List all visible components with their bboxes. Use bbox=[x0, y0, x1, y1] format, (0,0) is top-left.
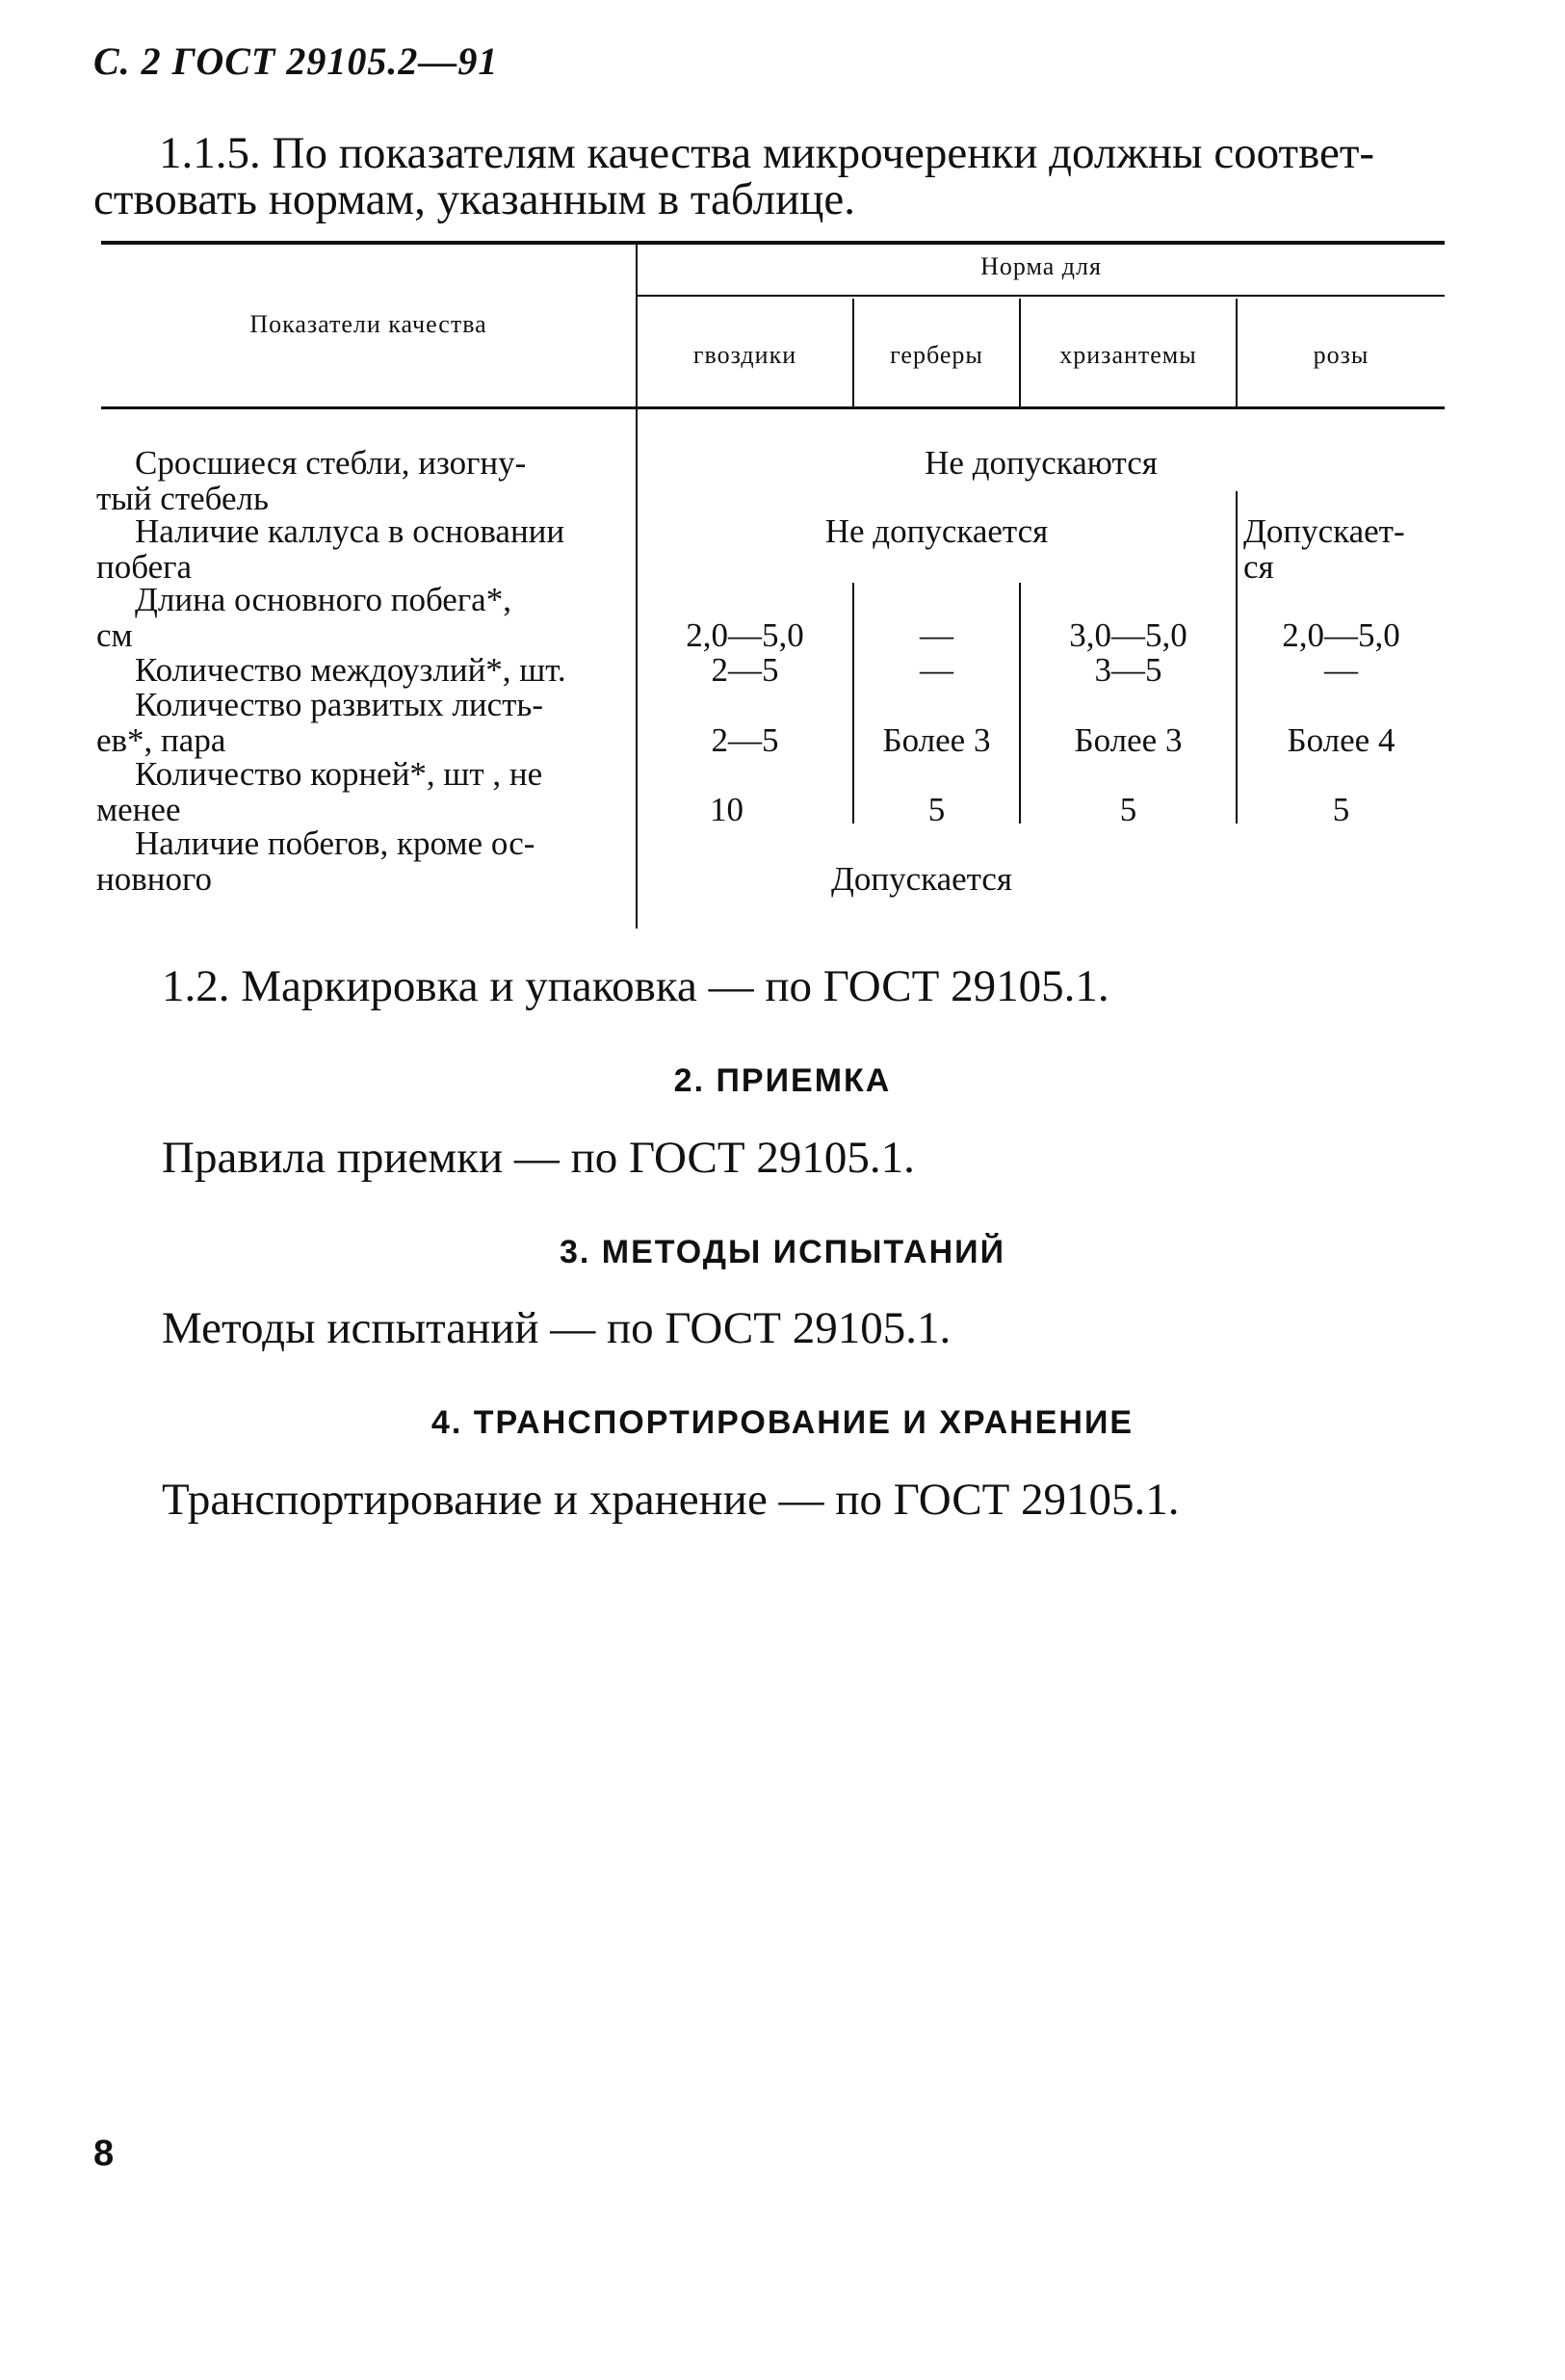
intro-line-2: ствовать нормам, указанным в таблице. bbox=[93, 174, 855, 224]
row-5-gerbera: Более 3 bbox=[882, 721, 991, 759]
row-7-merged: Допускается bbox=[830, 860, 1013, 898]
page-number: 8 bbox=[93, 2133, 115, 2174]
row-6-chrysanthemum: 5 bbox=[1119, 791, 1137, 828]
row-5-carnation: 2—5 bbox=[711, 721, 779, 759]
row-label-2: Наличие каллуса в основании побега bbox=[96, 512, 565, 586]
row-2-rose: Допускает- ся bbox=[1243, 512, 1405, 586]
row-4-carnation: 2—5 bbox=[711, 651, 779, 689]
col-header-norm: Норма для bbox=[980, 252, 1102, 280]
col-chrysanthemum: хризантемы bbox=[1059, 341, 1197, 369]
intro-line-1: 1.1.5. По показателям качества микрочеренки должны соответ- bbox=[159, 128, 1375, 178]
row-label-3: Длина основного побега*, см bbox=[96, 581, 511, 654]
row-4-gerbera: — bbox=[920, 651, 953, 689]
row-3-chrysanthemum: 3,0—5,0 bbox=[1069, 616, 1187, 654]
table-top-rule bbox=[101, 241, 1445, 245]
section-2-text: Правила приемки — по ГОСТ 29105.1. bbox=[162, 1133, 915, 1183]
row-6-carnation: 10 bbox=[710, 791, 743, 828]
row-1-merged: Не допускаются bbox=[925, 444, 1158, 482]
row-3-rose: 2,0—5,0 bbox=[1282, 616, 1400, 654]
row-5-rose: Более 4 bbox=[1287, 721, 1395, 759]
page-header: С. 2 ГОСТ 29105.2—91 bbox=[93, 39, 499, 83]
col-gerbera: герберы bbox=[890, 341, 983, 369]
row-6-rose: 5 bbox=[1332, 791, 1350, 828]
row-label-4: Количество междоузлий*, шт. bbox=[135, 651, 566, 689]
section-3-text: Методы испытаний — по ГОСТ 29105.1. bbox=[162, 1303, 952, 1353]
table-group-rule bbox=[636, 295, 1445, 297]
row-3-carnation: 2,0—5,0 bbox=[686, 616, 804, 654]
col-rose: розы bbox=[1313, 341, 1369, 369]
row-4-chrysanthemum: 3—5 bbox=[1094, 651, 1162, 689]
row-label-7: Наличие побегов, кроме ос- новного bbox=[96, 824, 535, 898]
row-6-gerbera: 5 bbox=[927, 791, 946, 828]
row-4-rose: — bbox=[1324, 651, 1358, 689]
table-header-rule bbox=[101, 406, 1445, 409]
col-header-indicators: Показатели качества bbox=[249, 310, 487, 338]
section-2-title: 2. ПРИЕМКА bbox=[673, 1062, 892, 1099]
row-5-chrysanthemum: Более 3 bbox=[1074, 721, 1183, 759]
section-4-text: Транспортирование и хранение — по ГОСТ 29105.1. bbox=[162, 1475, 1180, 1525]
row-label-1: Сросшиеся стебли, изогну- тый стебель bbox=[96, 444, 527, 517]
row-2-merged: Не допускается bbox=[824, 512, 1049, 550]
row-label-6: Количество корней*, шт , не менее bbox=[96, 755, 543, 828]
section-3-title: 3. МЕТОДЫ ИСПЫТАНИЙ bbox=[560, 1234, 1005, 1270]
row-label-5: Количество развитых листь- ев*, пара bbox=[96, 686, 544, 759]
section-4-title: 4. ТРАНСПОРТИРОВАНИЕ И ХРАНЕНИЕ bbox=[430, 1404, 1135, 1441]
row-3-gerbera: — bbox=[920, 616, 953, 654]
col-carnation: гвоздики bbox=[692, 341, 797, 369]
clause-1-2: 1.2. Маркировка и упаковка — по ГОСТ 29105.1. bbox=[162, 961, 1109, 1011]
